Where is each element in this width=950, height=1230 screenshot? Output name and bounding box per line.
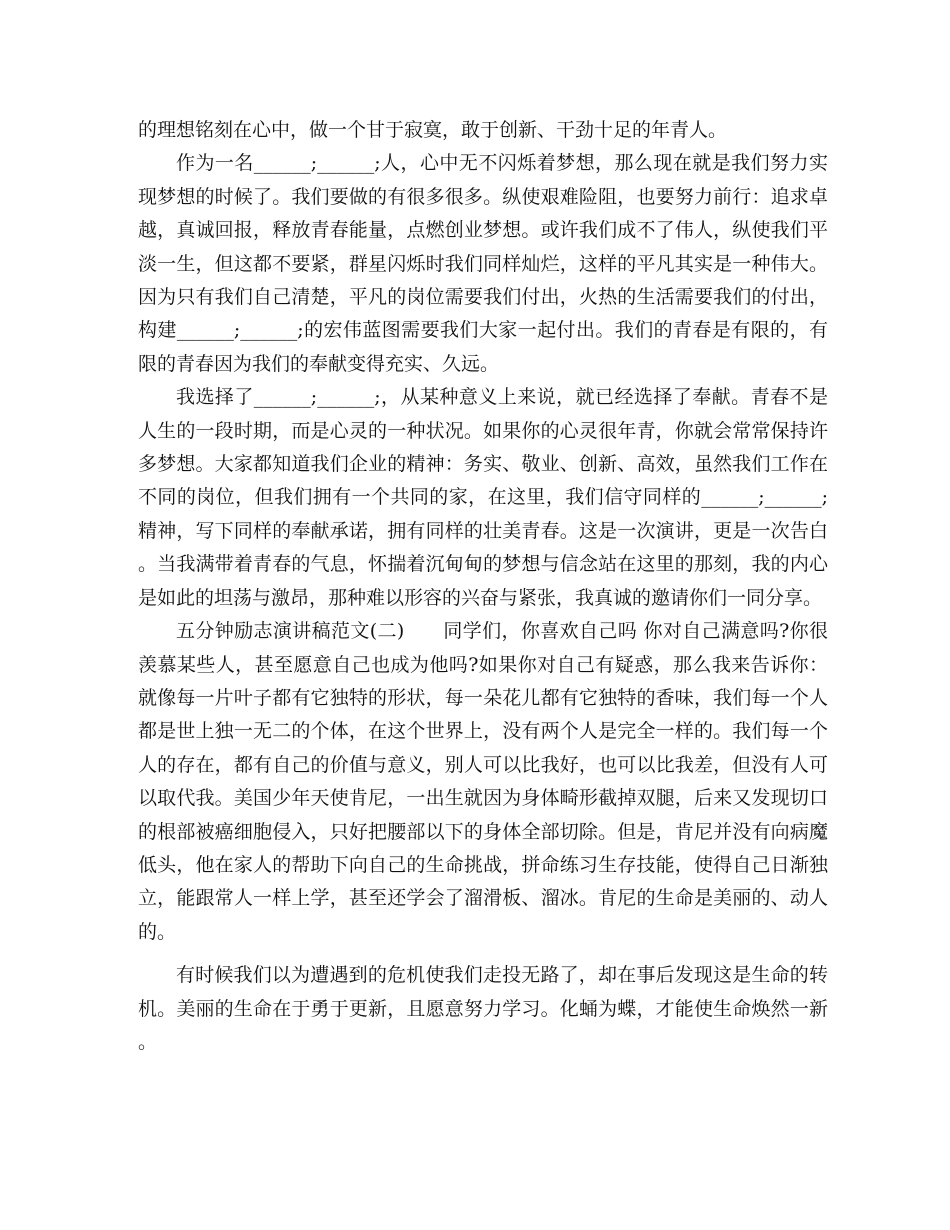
paragraph-turning-point: 有时候我们以为遭遇到的危机使我们走投无路了，却在事后发现这是生命的转机。美丽的生命在于勇于更新，且愿意努力学习。化蛹为蝶，才能使生命焕然一新。 [138,964,828,1053]
document-body [138,114,828,1059]
paragraph-continuation: 的理想铭刻在心中，做一个甘于寂寞，敢于创新、干劲十足的年青人。 [138,119,728,141]
paragraph-speech-two: 五分钟励志演讲稿范文(二) 同学们，你喜欢自己吗 你对自己满意吗?你很羡慕某些人，甚至愿意自己也成为他吗?如果你对自己有疑惑，那么我来告诉你：就像每一片叶子都有它独特的形状，每一朵花儿都有它独特的香味，我们每一个人都是世上独一无二的个体，在这个世界上，没有两个人是完全一样的。我们每一个人的存在，都有自己的价值与意义，别人可以比我好，也可以比我差，但没有人可以取代我。美国少年天使肯尼，一出生就因为身体畸形截掉双腿，后来又发现切口的根部被癌细胞侵入，只好把腰部以下的身体全部切除。但是，肯尼并没有向病魔低头，他在家人的帮助下向自己的生命挑战，拼命练习生存技能，使得自己日渐独立，能跟常人一样上学，甚至还学会了溜滑板、溜冰。肯尼的生命是美丽的、动人的。 [138,620,828,943]
paragraph-dedication: 我选择了______;______;，从某种意义上来说，就已经选择了奉献。青春不是人生的一段时期，而是心灵的一种状况。如果你的心灵很年青，你就会常常保持许多梦想。大家都知道我们企业的精神：务实、敬业、创新、高效，虽然我们工作在不同的岗位，但我们拥有一个共同的家，在这里，我们信守同样的______;______;精神，写下同样的奉献承诺，拥有同样的壮美青春。这是一次演讲，更是一次告白。当我满带着青春的气息，怀揣着沉甸甸的梦想与信念站在这里的那刻，我的内心是如此的坦荡与激昂，那种难以形容的兴奋与紧张，我真诚的邀请你们一同分享。 [138,386,828,609]
paragraph-dream: 作为一名______;______;人，心中无不闪烁着梦想，那么现在就是我们努力实现梦想的时候了。我们要做的有很多很多。纵使艰难险阻，也要努力前行：追求卓越，真诚回报，释放青春能量，点燃创业梦想。或许我们成不了伟人，纵使我们平淡一生，但这都不要紧，群星闪烁时我们同样灿烂，这样的平凡其实是一种伟大。因为只有我们自己清楚，平凡的岗位需要我们付出，火热的生活需要我们的付出，构建______;______;的宏伟蓝图需要我们大家一起付出。我们的青春是有限的，有限的青春因为我们的奉献变得充实、久远。 [138,152,828,375]
